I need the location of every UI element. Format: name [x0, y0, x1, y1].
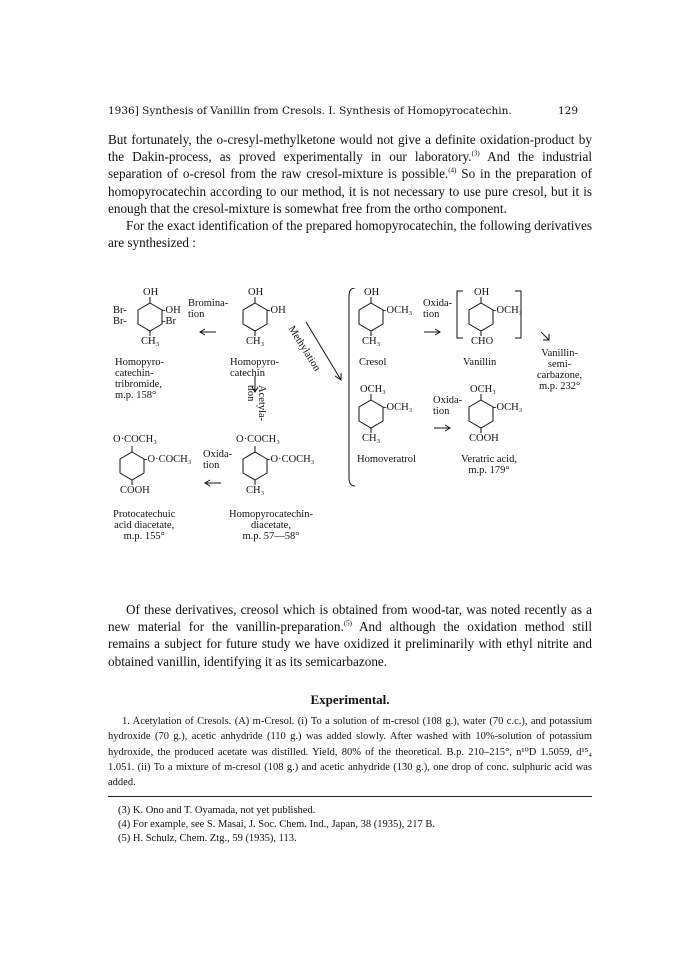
intro-text: [108, 131, 592, 251]
label-oh: OH: [143, 287, 159, 298]
experimental-paragraph: 1. Acetylation of Cresols. (A) m-Cresol. (i) To a solution of m-cresol (108 g.), water (70 c.c.), and potassium hydroxide (70 g.), acetic anhydride (110 g.) was added slowly. After washed with 10%-solution of potassium hydroxide, the produced acetate was distilled. Yield, 80% of the theoretical. B.p. 210–215°, n¹⁰D 1.5059, d¹⁵₄ 1.051. (ii) To a mixture of m-cresol (108 g.) and acetic anhydride (130 g.), one drop of conc. sulphuric acid was added.: [108, 716, 592, 789]
label-oh: OH: [474, 287, 490, 298]
label-br: Br-: [113, 305, 127, 316]
footnote-divider: [108, 796, 592, 797]
label-protocatechuic: Protocatechuic acid diacetate, m.p. 155°: [113, 509, 176, 542]
label-ch3: CH₃: [141, 336, 160, 347]
label-oh: OH: [364, 287, 380, 298]
label-oxidation: Oxida- tion: [433, 395, 463, 417]
benzene-ring-protocatechuic: [120, 452, 144, 480]
label-ococh3: -O·COCH₃: [144, 454, 192, 465]
vanillin-bracket-left: [457, 291, 463, 338]
label-oh: OH: [248, 287, 264, 298]
label-veratric: Veratric acid, m.p. 179°: [461, 454, 517, 476]
label-ch3: CH₃: [362, 336, 381, 347]
ref-4: (4): [448, 167, 457, 176]
label-homoveratrol: Homoveratrol: [357, 454, 416, 465]
label-cho: CHO: [471, 336, 494, 347]
label-och3: -OCH₃: [493, 402, 523, 413]
label-och3: -OCH₃: [383, 305, 413, 316]
header-title: 1936] Synthesis of Vanillin from Cresols. I. Synthesis of Homopyrocatechin.: [108, 105, 512, 117]
label-br: -Br: [162, 316, 176, 327]
label-oxidation: Oxida- tion: [423, 298, 453, 320]
label-ch3: CH₃: [362, 433, 381, 444]
footnote-4: (4) For example, see S. Masai, J. Soc. Chem. Ind., Japan, 38 (1935), 217 B.: [118, 819, 435, 830]
label-och3: OCH₃: [360, 384, 386, 395]
benzene-ring-diacetate: [243, 452, 267, 480]
experimental-text: [108, 714, 592, 790]
label-homopyrocatechin: Homopyro- catechin: [230, 357, 279, 379]
label-ch3: CH₃: [246, 485, 265, 496]
paragraph-3: Of these derivatives, creosol which is obtained from wood-tar, was noted recently as a new material for the vanillin-preparation.$^{(5)}$ And although the oxidation method still remains a subject for future study we have oxidized it preliminarily with ethyl nitrite and obtained vanillin, identifying it as its semicarbazone.: [108, 602, 592, 669]
label-ococh3: O·COCH₃: [113, 434, 157, 445]
benzene-ring-homopyrocatechin: [243, 303, 267, 331]
discussion-text: [108, 601, 592, 670]
label-och3: -OCH₃: [383, 402, 413, 413]
label-cooh: COOH: [469, 433, 499, 444]
label-semicarbazone: Vanillin- semi- carbazone, m.p. 232°: [537, 348, 583, 392]
label-diacetate: Homopyrocatechin- diacetate, m.p. 57—58°: [229, 509, 313, 542]
label-oh: -OH: [162, 305, 181, 316]
benzene-ring-tribromide: [138, 303, 162, 331]
benzene-ring-veratric: [469, 400, 493, 428]
label-cresol: Cresol: [359, 357, 387, 368]
label-acetylation: Acetyla- tion: [245, 385, 267, 422]
left-brace: [349, 288, 355, 486]
label-oxidation: Oxida- tion: [203, 449, 233, 471]
running-header: [108, 105, 578, 117]
paragraph-2: For the exact identification of the prepared homopyrocatechin, the following derivatives are synthesized :: [108, 218, 592, 251]
label-ch3: CH₃: [246, 336, 265, 347]
ref-3: (3): [471, 149, 480, 158]
footnote-5: (5) H. Schulz, Chem. Ztg., 59 (1935), 113.: [118, 833, 297, 844]
label-och3: OCH₃: [470, 384, 496, 395]
label-methylation: Methylation: [285, 324, 323, 374]
label-tribromide: Homopyro- catechin- tribromide, m.p. 158°: [115, 357, 164, 401]
label-cooh: COOH: [120, 485, 150, 496]
footnotes: [118, 804, 592, 846]
footnote-3: (3) K. Ono and T. Oyamada, not yet published.: [118, 805, 316, 816]
section-heading: Experimental.: [310, 692, 390, 707]
reaction-scheme: [105, 288, 595, 588]
scheme-structures: [105, 288, 595, 588]
label-och3: -OCH₃: [493, 305, 523, 316]
label-ococh3: -O·COCH₃: [267, 454, 315, 465]
label-vanillin: Vanillin: [463, 357, 497, 368]
label-oh: -OH: [267, 305, 286, 316]
ref-5: (5): [343, 619, 352, 628]
benzene-ring-homoveratrol: [359, 400, 383, 428]
page-number: 129: [557, 105, 578, 117]
benzene-ring-cresol: [359, 303, 383, 331]
paragraph-1: But fortunately, the o-cresyl-methylketone would not give a definite oxidation-product by the Dakin-process, as proved experimentally in our laboratory.$^{(3)}$ And the industrial separation of o-cresol from the raw cresol-mixture is possible.$^{(4)}$ So in the preparation of homopyrocatechin according to our method, it is not necessary to use pure cresol, but it is enough that the cresol-mixture is somewhat free from the ortho component.: [108, 132, 592, 216]
label-bromination: Bromina- tion: [188, 298, 229, 320]
label-ococh3: O·COCH₃: [236, 434, 280, 445]
semicarbazone-arrow: [541, 332, 549, 340]
label-br: Br-: [113, 316, 127, 327]
benzene-ring-vanillin: [469, 303, 493, 331]
